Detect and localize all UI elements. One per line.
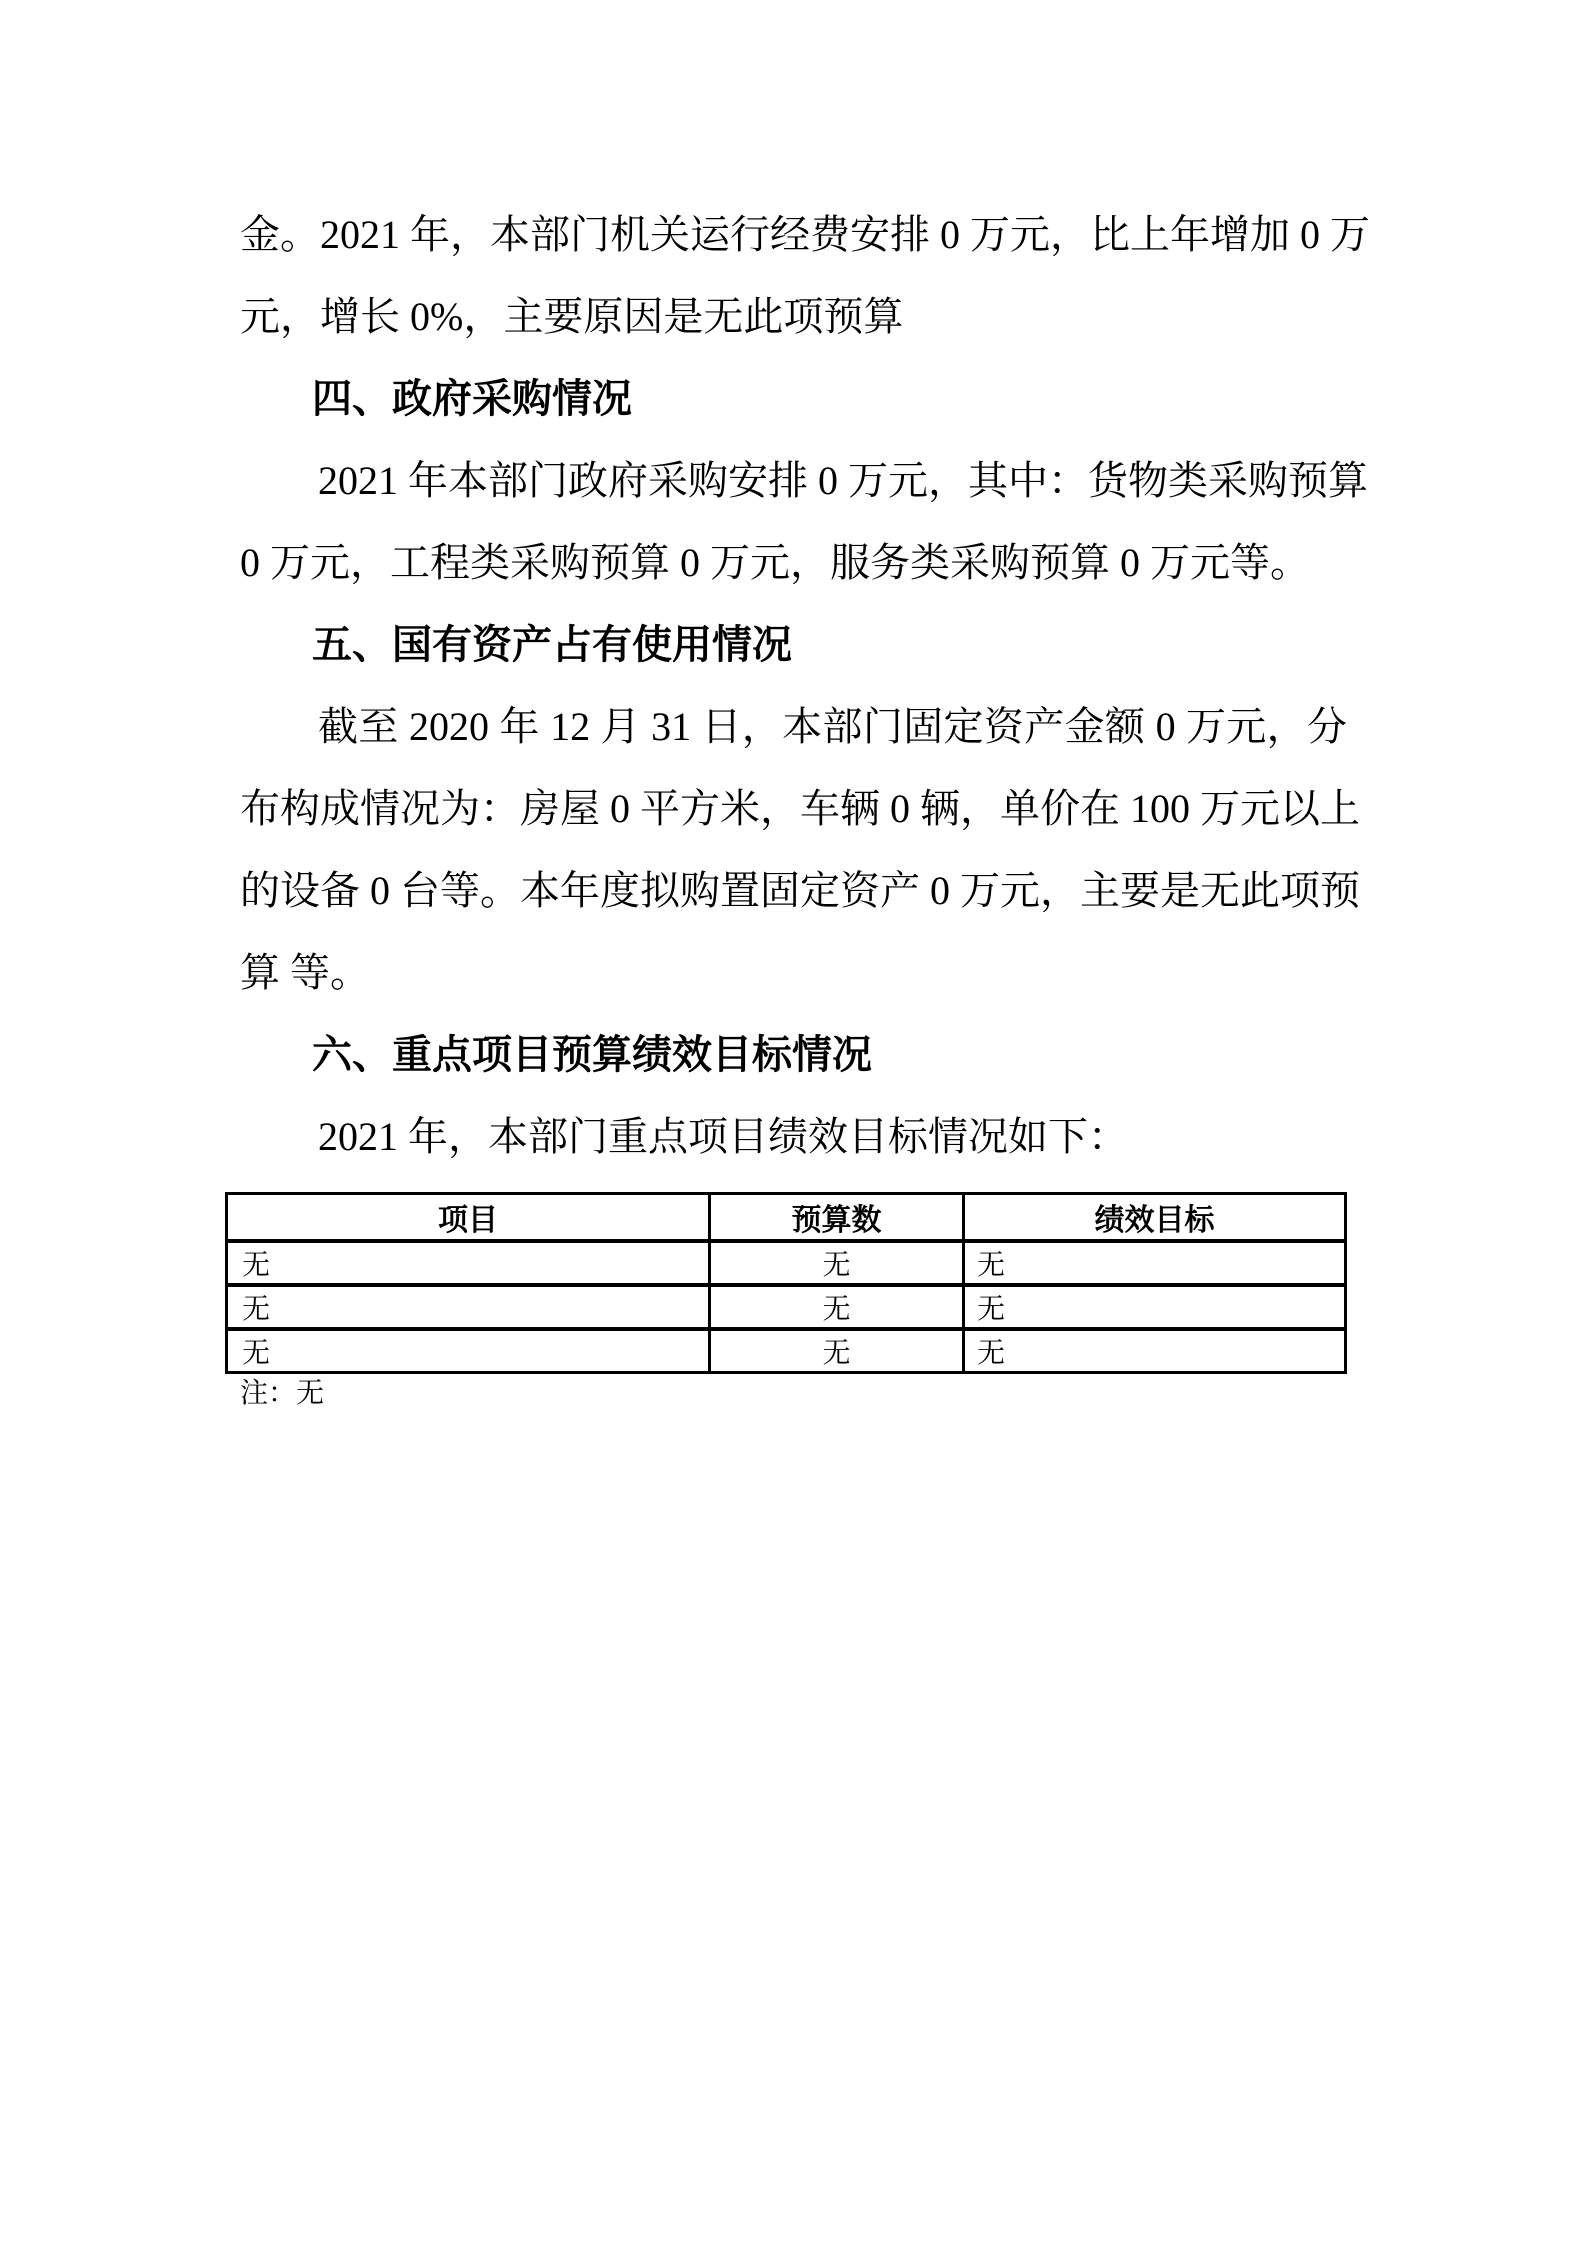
paragraph-line: 金。2021 年，本部门机关运行经费安排 0 万元，比上年增加 0 万	[240, 212, 1370, 257]
table-header-row	[227, 1194, 1346, 1242]
paragraph-line: 2021 年，本部门重点项目绩效目标情况如下：	[318, 1114, 1128, 1159]
table-cell-project: 无	[227, 1329, 710, 1373]
table-cell-budget: 无	[710, 1241, 964, 1285]
table-cell-budget: 无	[710, 1285, 964, 1329]
table-row	[227, 1241, 1346, 1285]
table-row	[227, 1329, 1346, 1373]
paragraph-line: 元，增长 0%，主要原因是无此项预算	[240, 294, 904, 339]
paragraph-line: 布构成情况为：房屋 0 平方米，车辆 0 辆，单价在 100 万元以上	[240, 786, 1360, 831]
table-cell-goal: 无	[964, 1285, 1346, 1329]
table-cell-goal: 无	[964, 1241, 1346, 1285]
paragraph-line: 2021 年本部门政府采购安排 0 万元，其中：货物类采购预算	[318, 458, 1368, 503]
section-heading-state-assets: 五、国有资产占有使用情况	[312, 623, 792, 667]
table-cell-project: 无	[227, 1241, 710, 1285]
paragraph-line: 截至 2020 年 12 月 31 日，本部门固定资产金额 0 万元，分	[318, 704, 1347, 749]
paragraph-line: 的设备 0 台等。本年度拟购置固定资产 0 万元，主要是无此项预	[240, 868, 1360, 913]
table-header-project: 项目	[227, 1194, 710, 1242]
paragraph-line: 算 等。	[240, 950, 370, 995]
table-row	[227, 1285, 1346, 1329]
document-body	[240, 194, 1370, 1178]
table-cell-goal: 无	[964, 1329, 1346, 1373]
paragraph-line: 0 万元，工程类采购预算 0 万元，服务类采购预算 0 万元等。	[240, 540, 1310, 585]
table-cell-project: 无	[227, 1285, 710, 1329]
section-heading-key-project-performance: 六、重点项目预算绩效目标情况	[312, 1033, 872, 1077]
section-heading-government-procurement: 四、政府采购情况	[312, 377, 632, 421]
performance-goals-table	[225, 1192, 1347, 1374]
table-cell-budget: 无	[710, 1329, 964, 1373]
table-header-goal: 绩效目标	[964, 1194, 1346, 1242]
table-header-budget: 预算数	[710, 1194, 964, 1242]
table-note: 注：无	[240, 1378, 325, 1409]
